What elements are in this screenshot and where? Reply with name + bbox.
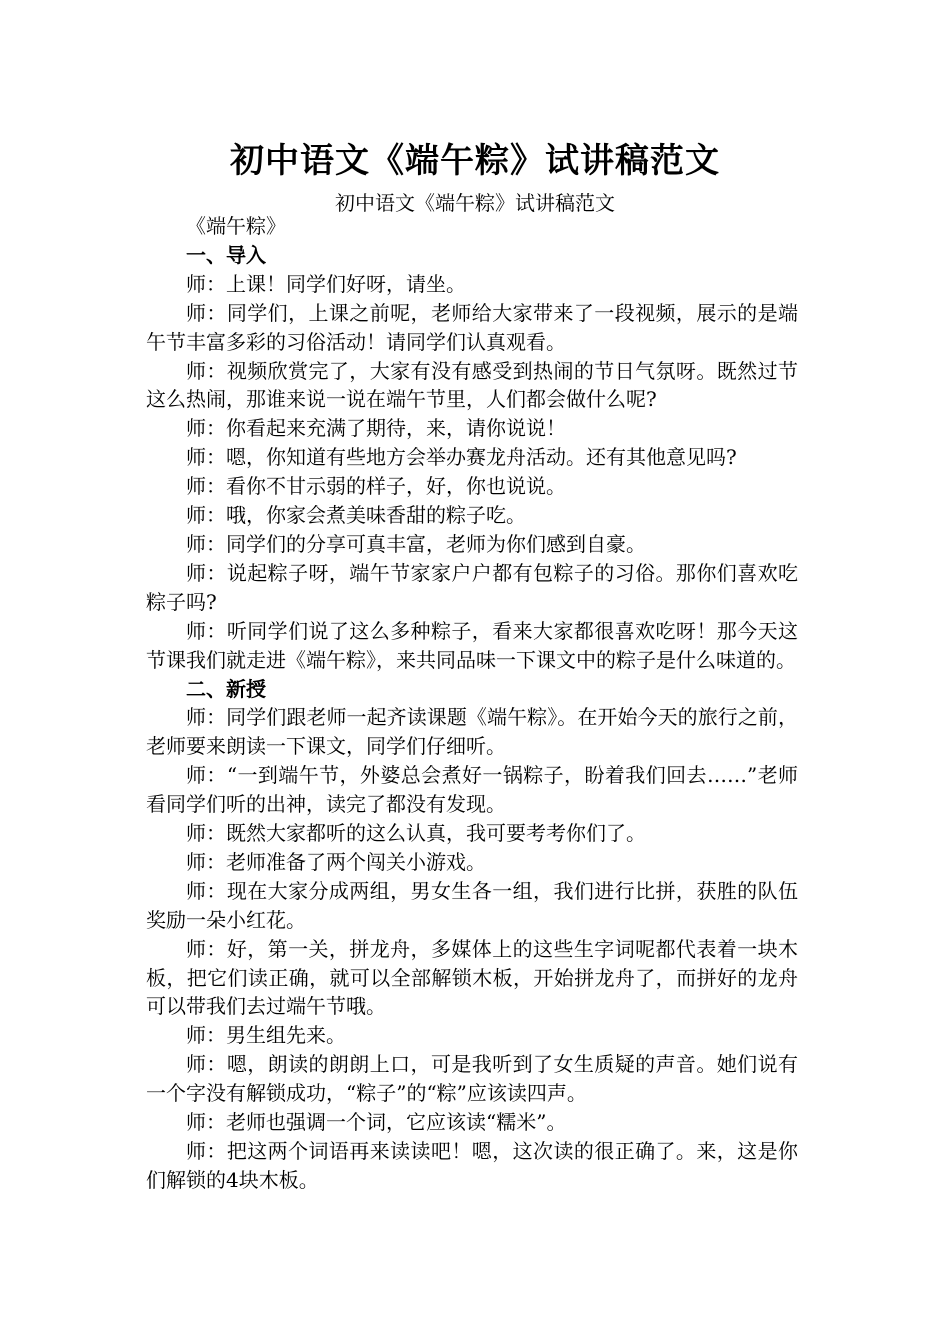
document-subtitle: 初中语文《端午粽》试讲稿范文 xyxy=(335,191,615,215)
paragraph: 师：嗯，朗读的朗朗上口，可是我听到了女生质疑的声音。她们说有一个字没有解锁成功，“粽子”的“粽”应该读四声。 xyxy=(146,1052,798,1106)
paragraph: 师：老师也强调一个词，它应该读“糯米”。 xyxy=(186,1110,567,1135)
paragraph: 师：嗯，你知道有些地方会举办赛龙舟活动。还有其他意见吗? xyxy=(186,445,737,470)
section-heading: 一、导入 xyxy=(186,242,266,267)
document-title: 初中语文《端午粽》试讲稿范文 xyxy=(230,141,720,181)
paragraph: 师：既然大家都听的这么认真，我可要考考你们了。 xyxy=(186,821,646,846)
paragraph: 师：好，第一关，拼龙舟，多媒体上的这些生字词呢都代表着一块木板，把它们读正确，就可以全部解锁木板，开始拼龙舟了，而拼好的龙舟可以带我们去过端午节哦。 xyxy=(146,936,798,1019)
paragraph: 师：听同学们说了这么多种粽子，看来大家都很喜欢吃呀！那今天这节课我们就走进《端午粽》，来共同品味一下课文中的粽子是什么味道的。 xyxy=(146,618,798,672)
paragraph: 师：同学们，上课之前呢，老师给大家带来了一段视频，展示的是端午节丰富多彩的习俗活动！请同学们认真观看。 xyxy=(146,300,798,354)
document-body xyxy=(146,212,798,1195)
paragraph: 师：“一到端午节，外婆总会煮好一锅粽子，盼着我们回去……”老师看同学们听的出神，读完了都没有发现。 xyxy=(146,763,798,817)
paragraph: 《端午粽》 xyxy=(186,214,286,238)
paragraph: 师：现在大家分成两组，男女生各一组，我们进行比拼，获胜的队伍奖励一朵小红花。 xyxy=(146,878,798,932)
paragraph: 师：视频欣赏完了，大家有没有感受到热闹的节日气氛呀。既然过节这么热闹，那谁来说一说在端午节里，人们都会做什么呢? xyxy=(146,358,798,412)
paragraph: 师：老师准备了两个闯关小游戏。 xyxy=(186,849,486,874)
paragraph: 师：上课！同学们好呀，请坐。 xyxy=(186,271,466,296)
paragraph: 师：同学们的分享可真丰富，老师为你们感到自豪。 xyxy=(186,531,646,556)
paragraph: 师：看你不甘示弱的样子，好，你也说说。 xyxy=(186,474,566,499)
paragraph: 师：同学们跟老师一起齐读课题《端午粽》。在开始今天的旅行之前，老师要来朗读一下课文，同学们仔细听。 xyxy=(146,705,798,759)
paragraph: 师：说起粽子呀，端午节家家户户都有包粽子的习俗。那你们喜欢吃粽子吗? xyxy=(146,560,798,614)
paragraph: 师：男生组先来。 xyxy=(186,1023,346,1048)
section-heading: 二、新授 xyxy=(186,676,266,701)
paragraph: 师：把这两个词语再来读读吧！嗯，这次读的很正确了。来，这是你们解锁的4块木板。 xyxy=(146,1139,798,1192)
paragraph: 师：哦，你家会煮美味香甜的粽子吃。 xyxy=(186,503,526,528)
paragraph: 师：你看起来充满了期待，来，请你说说！ xyxy=(186,416,566,441)
